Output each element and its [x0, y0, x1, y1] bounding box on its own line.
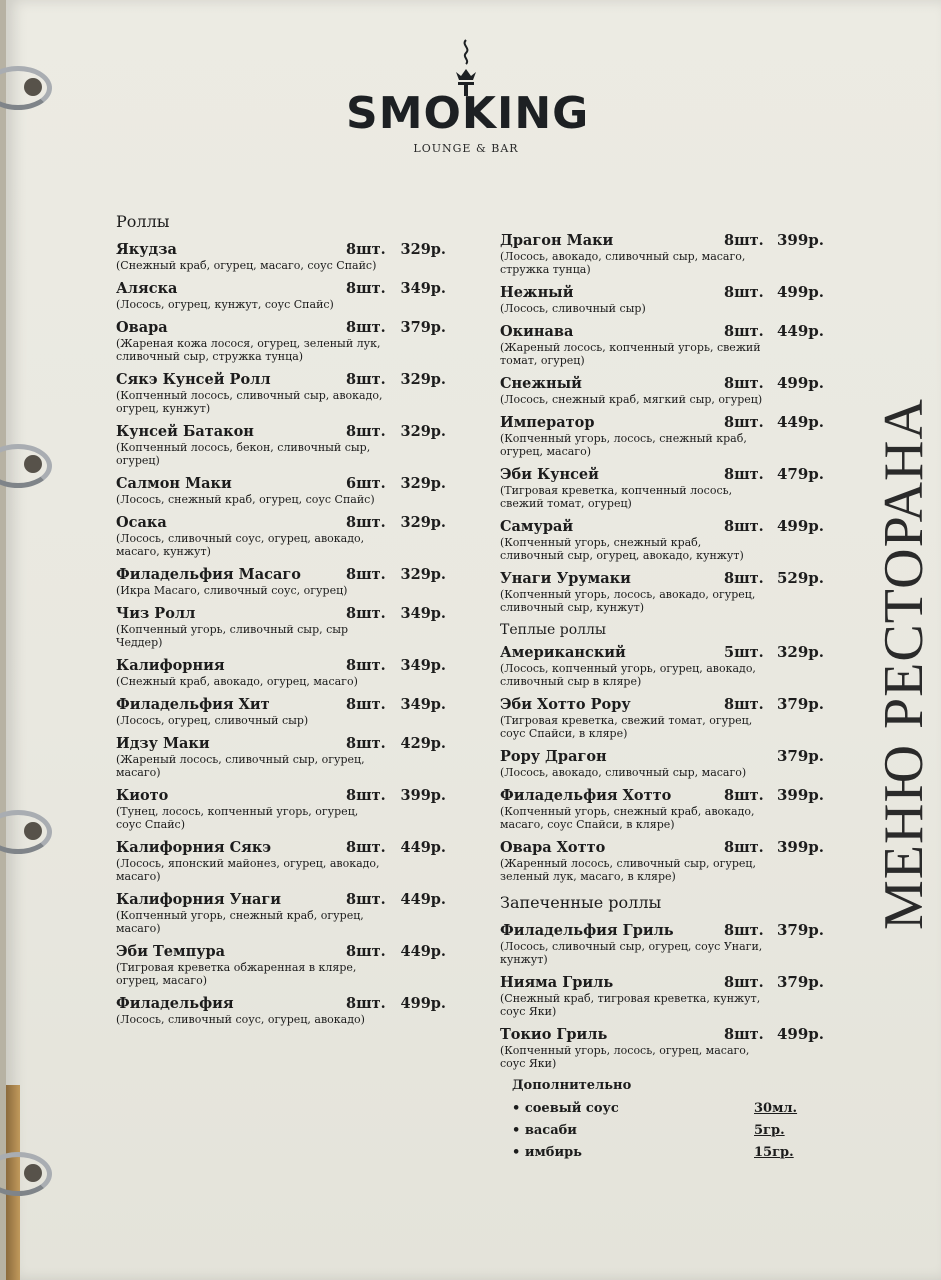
item-quantity: 6шт. [346, 475, 386, 492]
item-price: 399р. [776, 838, 824, 856]
item-description: (Лосось, огурец, сливочный сыр) [116, 714, 309, 727]
menu-item-line [500, 644, 824, 661]
menu-item [116, 423, 446, 467]
menu-item [500, 922, 824, 966]
menu-item-line [500, 839, 824, 856]
menu-item [116, 280, 446, 311]
menu-item [116, 995, 446, 1026]
menu-item-line [116, 657, 446, 674]
item-quantity: 8шт. [724, 466, 764, 483]
menu-item-line [116, 241, 446, 258]
menu-item-line [500, 284, 824, 301]
menu-item [116, 787, 446, 831]
item-price: 349р. [400, 280, 446, 297]
item-description: (Икра Масаго, сливочный соус, огурец) [116, 584, 348, 597]
menu-item-line [500, 1026, 824, 1043]
menu-item [500, 570, 824, 614]
menu-item-line [116, 566, 446, 583]
item-name: Киото [116, 787, 169, 804]
item-price: 499р. [776, 374, 824, 392]
item-description: (Лосось, авокадо, сливочный сыр, масаго, стружка тунца) [500, 250, 746, 276]
item-price: 379р. [776, 695, 824, 713]
item-name: Аляска [116, 280, 178, 297]
item-price: 379р. [776, 747, 824, 765]
menu-item-line [500, 323, 824, 340]
item-quantity: 8шт. [346, 696, 386, 713]
menu-item [116, 514, 446, 558]
item-quantity: 8шт. [346, 605, 386, 622]
baked-rolls-list [500, 922, 824, 1070]
menu-item [500, 414, 824, 458]
rolls-list [116, 241, 446, 1026]
item-quantity: 8шт. [346, 839, 386, 856]
item-name: Самурай [500, 518, 574, 535]
item-price: 379р. [776, 921, 824, 939]
item-price: 449р. [400, 943, 446, 960]
item-name: Калифорния Унаги [116, 891, 281, 908]
right-column [500, 232, 824, 1167]
menu-item-line [500, 375, 824, 392]
extra-name: • имбирь [512, 1145, 582, 1160]
menu-item-line [500, 974, 824, 991]
menu-item [116, 657, 446, 688]
section-title-baked: Запеченные роллы [500, 893, 662, 912]
item-price: 399р. [776, 231, 824, 249]
item-name: Драгон Маки [500, 232, 614, 249]
menu-item [500, 284, 824, 315]
item-description: (Лосось, копченный угорь, огурец, авокадо, сливочный сыр в кляре) [500, 662, 756, 688]
item-quantity: 8шт. [724, 787, 764, 804]
extras-title: Дополнительно [512, 1078, 632, 1093]
menu-item-line [116, 605, 446, 622]
menu-item-line [500, 787, 824, 804]
menu-item [116, 891, 446, 935]
item-description: (Копченный угорь, снежный краб, авокадо, масаго, соус Спайси, в кляре) [500, 805, 755, 831]
menu-item [500, 696, 824, 740]
menu-item [500, 974, 824, 1018]
item-name: Якудза [116, 241, 177, 258]
menu-item-line [116, 514, 446, 531]
menu-item [116, 319, 446, 363]
item-name: Чиз Ролл [116, 605, 196, 622]
menu-item [500, 323, 824, 367]
extra-amount: 5гр. [754, 1123, 785, 1138]
item-name: Филадельфия Хотто [500, 787, 672, 804]
item-name: Снежный [500, 375, 582, 392]
item-quantity: 8шт. [346, 241, 386, 258]
section-title-warm: Теплые роллы [500, 622, 607, 638]
item-name: Токио Гриль [500, 1026, 608, 1043]
menu-item [116, 566, 446, 597]
item-description: (Копченный угорь, снежный краб, сливочный сыр, огурец, авокадо, кунжут) [500, 536, 744, 562]
vertical-menu-title: МЕНЮ РЕСТОРАНА [873, 398, 935, 930]
item-description: (Снежный краб, огурец, масаго, соус Спайс) [116, 259, 377, 272]
item-description: (Жареный лосось, копченный угорь, свежий томат, огурец) [500, 341, 761, 367]
item-price: 529р. [776, 569, 824, 587]
item-quantity: 8шт. [724, 974, 764, 991]
menu-item-line [500, 570, 824, 587]
menu-item-line [116, 371, 446, 388]
menu-item-line [116, 735, 446, 752]
menu-item-line [116, 891, 446, 908]
menu-item-line [116, 696, 446, 713]
item-name: Идзу Маки [116, 735, 210, 752]
menu-item-line [500, 748, 824, 765]
item-description: (Тигровая креветка обжаренная в кляре, огурец, масаго) [116, 961, 357, 987]
extra-name: • васаби [512, 1123, 577, 1138]
item-name: Калифорния [116, 657, 225, 674]
item-name: Эби Темпура [116, 943, 226, 960]
item-name: Филадельфия Масаго [116, 566, 301, 583]
item-quantity: 8шт. [724, 323, 764, 340]
item-quantity: 8шт. [724, 375, 764, 392]
item-description: (Копченный угорь, снежный краб, огурец, масаго) [116, 909, 364, 935]
item-name: Эби Хотто Рору [500, 696, 631, 713]
menu-item [500, 644, 824, 688]
item-name: Филадельфия [116, 995, 234, 1012]
item-quantity: 8шт. [346, 943, 386, 960]
binder-ring-icon [0, 444, 52, 488]
warm-rolls-list [500, 644, 824, 883]
menu-item-line [116, 475, 446, 492]
left-column [116, 212, 446, 1034]
binder-ring-icon [0, 66, 52, 110]
item-description: (Лосось, огурец, кунжут, соус Спайс) [116, 298, 334, 311]
menu-item-line [500, 922, 824, 939]
item-name: Калифорния Сякэ [116, 839, 272, 856]
menu-item [116, 605, 446, 649]
item-description: (Снежный краб, авокадо, огурец, масаго) [116, 675, 358, 688]
menu-item-line [500, 232, 824, 249]
item-name: Филадельфия Гриль [500, 922, 674, 939]
section-title-rolls: Роллы [116, 212, 170, 231]
item-quantity: 8шт. [346, 371, 386, 388]
extra-item [512, 1145, 824, 1160]
item-price: 329р. [776, 643, 824, 661]
item-name: Эби Кунсей [500, 466, 599, 483]
item-description: (Лосось, снежный краб, огурец, соус Спайс) [116, 493, 375, 506]
brand-logo [346, 38, 590, 155]
menu-item [116, 735, 446, 779]
item-price: 499р. [776, 283, 824, 301]
item-price: 349р. [400, 605, 446, 622]
item-description: (Копченный лосось, бекон, сливочный сыр, огурец) [116, 441, 371, 467]
item-description: (Копченный угорь, лосось, авокадо, огурец, сливочный сыр, кунжут) [500, 588, 756, 614]
menu-item-line [116, 839, 446, 856]
item-name: Император [500, 414, 595, 431]
item-description: (Жареный лосось, сливочный сыр, огурец, масаго) [116, 753, 365, 779]
item-description: (Снежный краб, тигровая креветка, кунжут, соус Яки) [500, 992, 761, 1018]
item-quantity: 8шт. [346, 566, 386, 583]
item-price: 329р. [400, 566, 446, 583]
menu-page [6, 0, 941, 1280]
item-price: 449р. [776, 413, 824, 431]
item-quantity: 8шт. [724, 1026, 764, 1043]
item-price: 379р. [776, 973, 824, 991]
item-quantity: 8шт. [346, 280, 386, 297]
item-description: (Лосось, снежный краб, мягкий сыр, огурец) [500, 393, 763, 406]
rolls-list-continued [500, 232, 824, 614]
menu-item-line [116, 280, 446, 297]
item-name: Нияма Гриль [500, 974, 614, 991]
extras-block [500, 1078, 824, 1160]
item-quantity: 8шт. [346, 735, 386, 752]
item-price: 449р. [400, 839, 446, 856]
item-price: 329р. [400, 475, 446, 492]
item-price: 499р. [776, 1025, 824, 1043]
binder-ring-icon [0, 810, 52, 854]
item-price: 429р. [400, 735, 446, 752]
item-description: (Лосось, сливочный соус, огурец, авокадо, масаго, кунжут) [116, 532, 365, 558]
menu-item [116, 943, 446, 987]
item-quantity: 8шт. [724, 284, 764, 301]
menu-item [500, 466, 824, 510]
item-description: (Лосось, сливочный сыр, огурец, соус Унаги, кунжут) [500, 940, 763, 966]
extra-name: • соевый соус [512, 1101, 619, 1116]
menu-item [500, 1026, 824, 1070]
item-price: 329р. [400, 514, 446, 531]
item-price: 329р. [400, 371, 446, 388]
item-price: 349р. [400, 696, 446, 713]
menu-item-line [116, 787, 446, 804]
item-description: (Жареная кожа лосося, огурец, зеленый лук, сливочный сыр, стружка тунца) [116, 337, 381, 363]
menu-item-line [500, 696, 824, 713]
item-description: (Тигровая креветка, копченный лосось, свежий томат, огурец) [500, 484, 733, 510]
menu-item-line [116, 423, 446, 440]
item-description: (Лосось, японский майонез, огурец, авокадо, масаго) [116, 857, 380, 883]
brand-subtitle: LOUNGE & BAR [413, 142, 519, 155]
menu-item [500, 232, 824, 276]
item-name: Окинава [500, 323, 574, 340]
binder-ring-icon [0, 1152, 52, 1196]
menu-item [116, 696, 446, 727]
brand-name: SMOKING [346, 88, 590, 139]
item-price: 479р. [776, 465, 824, 483]
menu-item-line [500, 414, 824, 431]
menu-item [116, 475, 446, 506]
item-name: Рору Драгон [500, 748, 607, 765]
item-quantity: 8шт. [346, 995, 386, 1012]
item-price: 399р. [400, 787, 446, 804]
item-name: Овара Хотто [500, 839, 606, 856]
item-description: (Тигровая креветка, свежий томат, огурец, соус Спайси, в кляре) [500, 714, 753, 740]
item-quantity: 5шт. [724, 644, 764, 661]
menu-item [500, 787, 824, 831]
extra-item [512, 1123, 824, 1138]
item-description: (Копченный угорь, лосось, огурец, масаго, соус Яки) [500, 1044, 750, 1070]
menu-item [500, 375, 824, 406]
item-description: (Лосось, авокадо, сливочный сыр, масаго) [500, 766, 747, 779]
item-description: (Копченный угорь, сливочный сыр, сыр Чеддер) [116, 623, 349, 649]
menu-item-line [500, 518, 824, 535]
item-name: Американский [500, 644, 626, 661]
extra-amount: 15гр. [754, 1145, 794, 1160]
item-price: 329р. [400, 423, 446, 440]
item-quantity: 8шт. [346, 657, 386, 674]
item-price: 349р. [400, 657, 446, 674]
menu-item-line [116, 319, 446, 336]
item-quantity: 8шт. [724, 922, 764, 939]
menu-item [116, 241, 446, 272]
extras-list [500, 1101, 824, 1160]
item-quantity: 8шт. [724, 518, 764, 535]
item-name: Кунсей Батакон [116, 423, 254, 440]
menu-item-line [116, 995, 446, 1012]
menu-item-line [116, 943, 446, 960]
item-name: Салмон Маки [116, 475, 232, 492]
menu-item [116, 839, 446, 883]
item-price: 399р. [776, 786, 824, 804]
item-price: 499р. [400, 995, 446, 1012]
item-quantity: 8шт. [346, 423, 386, 440]
item-description: (Жаренный лосось, сливочный сыр, огурец, зеленый лук, масаго, в кляре) [500, 857, 756, 883]
menu-item [500, 748, 824, 779]
item-name: Унаги Урумаки [500, 570, 631, 587]
item-description: (Копченный лосось, сливочный сыр, авокадо, огурец, кунжут) [116, 389, 383, 415]
item-quantity: 8шт. [724, 696, 764, 713]
item-quantity: 8шт. [724, 570, 764, 587]
item-quantity: 8шт. [724, 839, 764, 856]
item-quantity: 8шт. [346, 319, 386, 336]
item-price: 379р. [400, 319, 446, 336]
item-quantity: 8шт. [724, 414, 764, 431]
item-price: 449р. [400, 891, 446, 908]
item-name: Овара [116, 319, 168, 336]
item-quantity: 8шт. [346, 891, 386, 908]
extra-amount: 30мл. [754, 1101, 798, 1116]
item-name: Филадельфия Хит [116, 696, 270, 713]
extra-item [512, 1101, 824, 1116]
item-price: 499р. [776, 517, 824, 535]
item-price: 329р. [400, 241, 446, 258]
item-name: Сякэ Кунсей Ролл [116, 371, 271, 388]
item-quantity: 8шт. [346, 514, 386, 531]
item-quantity: 8шт. [724, 232, 764, 249]
menu-item-line [500, 466, 824, 483]
menu-item [500, 839, 824, 883]
item-name: Осака [116, 514, 167, 531]
item-description: (Копченный угорь, лосось, снежный краб, огурец, масаго) [500, 432, 747, 458]
item-description: (Лосось, сливочный сыр) [500, 302, 646, 315]
item-quantity: 8шт. [346, 787, 386, 804]
item-price: 449р. [776, 322, 824, 340]
item-description: (Лосось, сливочный соус, огурец, авокадо) [116, 1013, 365, 1026]
menu-item [500, 518, 824, 562]
item-name: Нежный [500, 284, 574, 301]
menu-item [116, 371, 446, 415]
item-description: (Тунец, лосось, копченный угорь, огурец, соус Спайс) [116, 805, 359, 831]
